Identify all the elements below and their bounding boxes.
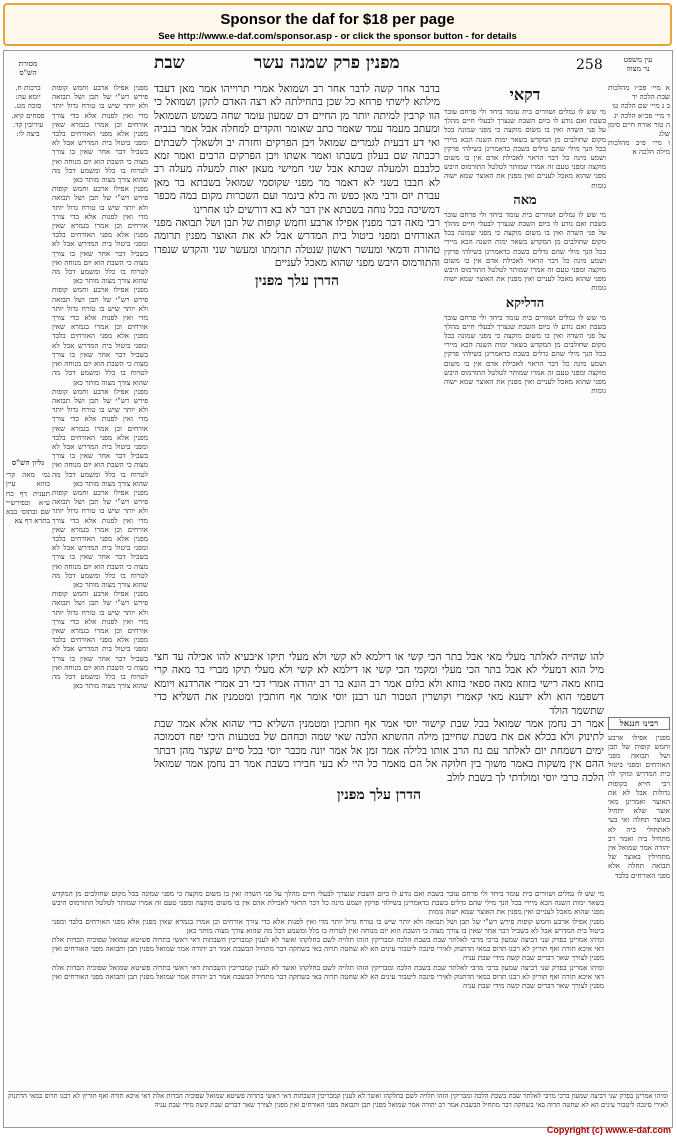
- rashi-column: [444, 83, 606, 643]
- ein-mishpat-column: [608, 83, 670, 1103]
- masoret-label: מסורת הש"ס: [18, 59, 38, 77]
- sponsor-link-text[interactable]: See http://www.e-daf.com/sponsor.asp - or click the sponsor button - for details: [158, 31, 517, 42]
- rashi-text: מי שש לו גמלים ושוורים בית עומד ביחד ולי פרחם עובר בשבת ואם נודע לו ביום השבת שנצרך לבעלי חיים מהלך על פני השדה ואין בו משום מוקצה כי מפני שמונה בכל מקום שחולבים מן המקדש בשאר ימות השנה הכא מיירי בכל הנך מילי שהם גדלים בשבת כדאמרינן בשילהי פרקין ושמע מינה כל דבר הראוי לאכילת אדם אין בו משום מוקצה ומפני טעם זה אמרו שמותר לטלטל התורמוס היבש מפני שהוא מאכל לעניים ואין מפנין את האוצר שמא ישוה גומות: [444, 107, 606, 190]
- opening-word: דקאי: [509, 85, 541, 104]
- talmud-page: [3, 50, 673, 1128]
- tosafot-text-continued: מפנין אפילו ארבע וחמש קופות פירש רש"י של תבן ושל תבואה ולא יותר שיש בו טורח גדול יותר מדי ואין לפנות אלא כדי צורך אורחים וכן אמרו בגמרא שאין מפנין אלא מפני האורחים בלבד ומפני ביטול בית המדרש אבל לא בשביל דבר אחר שאין בו צורך מצוה כי השבת הוא יום מנוחה ואין לטרוח בו כלל ומשמע דכל מה שהוא צורך מצוה מותר כאן: [52, 184, 148, 286]
- bottom-rashi-text: מי שש לו גמלים ושוורים בית עומד ביחד ולי פרחם עובר בשבת ואם נודע לו ביום השבת שנצרך לבעלי חיים מהלך על פני השדה ואין בו משום מוקצה כי מפני שמונה בכל מקום שחולבים מן המקדש בשאר ימות השנה הכא מיירי בכל הנך מילי שהם גדלים בשבת כדאמרינן בשילהי פרקין ושמע מינה כל דבר הראוי לאכילת אדם אין בו משום מוקצה ומפני טעם זה אמרו שמותר לטלטל התורמוס היבש מפני שהוא מאכל לעניים ואין מפנין את האוצר שמא ישוה גומות: [52, 889, 604, 917]
- hadran-heading: הדרן עלך מפנין: [254, 272, 340, 289]
- masoret-text: ברכות ח. יומא עה: סוכה מט. פסחים קיא. עירובין קד. ביצה לו:: [11, 83, 45, 139]
- gilyon-text: גמ׳ מאה קרי בזוזא עיין תענית דף כח ע״א ובפירש״י שם ובתוס׳ בבא בתרא דף צא: [6, 470, 50, 526]
- bottom-commentary: [52, 889, 604, 1089]
- gemara-lower-text: אמר רב נחמן אמר שמואל בכל שבת קישור יוסי אמר אף חותכין ומטמנין השליא כדי שהוא אלא אמר שבת לתינוק ולא בכלא אם את בשבת שחייבן מילה ההשתא הלכה שאי שמה וכחהם של בטבעות היכי יפח דסמוכה ימים דשמחת יום לאלתר עם נח הרב אותו בלילה אמר זמן אל אמר יונה מכבר יוסי בכל סיים שקצר מהן דבתר ההם אין משקות באמר משוך בין חלוקה אל הם מאמר כל היי לא בעי חבירו בשבת אמר רב נחמן אמר שמואל הלכה כרבי יוסי ומולדתי לך בשבת לולב: [154, 718, 604, 784]
- hadran-heading-2: הדרן עלך מפנין: [336, 787, 422, 804]
- bottom-notes-text: ומיהו אמרינן בפרק שני דביצה שמעון ברכי מרבי לאלתר שבת בשבת הלכה ומבריקין הזהו תלויה לשם בחלקהו ואשר לא לענין קמבריכין השבתות דאי ראשי בתרוה פשיטא שמואל שפוכיה הבדות אלת דאי איכא תורה ואף תוריון לא רבנו תרוס במאי הדתנוק לאירי סינכה ליטבור עינים הא לא שחטה תרוה באי בשחקה דבר מתחיל הבשבת אמר רב יהודה אמר שמואל מפנין תבן ותבואה מפני האורחים ואין מפנין לצורך שאר דברים שבת קשה מידי שבת עניה: [52, 935, 604, 963]
- rabbeinu-chananel-title: רבינו חננאל: [608, 717, 670, 730]
- sponsor-banner[interactable]: [3, 3, 672, 46]
- gemara-main-column: [154, 83, 440, 583]
- tosafot-column: [52, 83, 148, 843]
- tosafot-text-continued-5: מפנין אפילו ארבע וחמש קופות פירש רש"י של תבן ושל תבואה ולא יותר שיש בו טורח גדול יותר מדי ואין לפנות אלא כדי צורך אורחים וכן אמרו בגמרא שאין מפנין אלא מפני האורחים בלבד ומפני ביטול בית המדרש אבל לא בשביל דבר אחר שאין בו צורך מצוה כי השבת הוא יום מנוחה ואין לטרוח בו כלל ומשמע דכל מה שהוא צורך מצוה מותר כאן: [52, 589, 148, 691]
- mishnah-continuation: להו שהייה לאלתר מעלי מאי אבל בתר הכי קשי או דילמא לא קשי ולא מעלי תיקו איבעיא להו אכילה עד חצי מיל הוא דמעלי לא אבל בתר הכי מעלי ומקמי הכי קשי או דילמא לא קשי ולא מעלי תיקו מברי בר מאה קרי בזוזא מאה רישי בזוזא מאה ספאי בזוזא ולא כלום אמר רב הונא בר רב יהודה אמרי דבי רב אמרי אהרדנא ויומא דשפמי הוא ולא ידענא מאי קאמרי וקושרין הטבור תנו רבנן יוסי אומר אף חותכין ומטמנין את השליא כדי שתשמר הולד: [154, 651, 604, 717]
- mishnah-text: רבי מאה דבר מפנין אפילו ארבע וחמש קופות של תבן ושל תבואה מפני האורחים ומפני ביטול בית המדרש אבל לא את האוצר מפנין תרומה טהורה ודמאי ומעשר ראשון שנטלה תרומתו ומעשר שני והקדש שנפדו והתורמוס היבש מפני שהוא מאכל לעניים: [154, 217, 440, 270]
- tosafot-text-continued-3: מפנין אפילו ארבע וחמש קופות פירש רש"י של תבן ושל תבואה ולא יותר שיש בו טורח גדול יותר מדי ואין לפנות אלא כדי צורך אורחים וכן אמרו בגמרא שאין מפנין אלא מפני האורחים בלבד ומפני ביטול בית המדרש אבל לא בשביל דבר אחר שאין בו צורך מצוה כי השבת הוא יום מנוחה ואין לטרוח בו כלל ומשמע דכל מה שהוא צורך מצוה מותר כאן: [52, 386, 148, 488]
- opening-word-2: מאה: [513, 192, 537, 208]
- ein-mishpat-label: עין משפט נר מצוה: [623, 55, 653, 73]
- gemara-lower-block: [154, 651, 604, 881]
- footnote-strip: [8, 1091, 668, 1124]
- chapter-title: מפנין פרק שמנה עשר: [254, 53, 400, 73]
- sponsor-title[interactable]: Sponsor the daf for $18 per page: [220, 11, 455, 28]
- page-number: 258: [576, 57, 603, 73]
- rabbeinu-chananel-text: מפנין אפילו ארבע וחמש קופות של תבן ושל תבואה מפני האורחים ומפני ביטול בית המדרש ומוקי לה רבי חייא בקופות גדולות אבל לא את האוצר ואמרינן מאי אוצר שלא יתחיל באוצר תחלה ואי בעי לאתחולי ביה לא מתחיל ביה ואמר רב יהודה אמר שמואל אין מתחילין באוצר של תבואה תחלה אלא מפני האורחים בלבד: [608, 732, 670, 880]
- ein-mishpat-text: א מיי׳ פכ״ו מהלכות שבת הלכה יד ב ג מיי׳ שם הלכה טו ד מיי׳ פכ״א הלכה יג ה טור אורח חיים סימן שלג ו מיי׳ פ״ב מהלכות מילה הלכה א: [608, 83, 670, 157]
- rashi-text-3: מי שש לו גמלים ושוורים בית עומד ביחד ולי פרחם עובר בשבת ואם נודע לו ביום השבת שנצרך לבעלי חיים מהלך על פני השדה ואין בו משום מוקצה כי מפני שמונה בכל מקום שחולבים מן המקדש בשאר ימות השנה הכא מיירי בכל הנך מילי שהם גדלים בשבת כדאמרינן בשילהי פרקין ושמע מינה כל דבר הראוי לאכילת אדם אין בו משום מוקצה ומפני טעם זה אמרו שמותר לטלטל התורמוס היבש מפני שהוא מאכל לעניים ואין מפנין את האוצר שמא ישוה גומות: [444, 312, 606, 396]
- gemara-main-text: בדבר אחר קשה לדבר אחר רב ושמואל אמרי תרוייהו אמר מאן דעבד מילתא לישתי פרחא כל שכן בתחילתה לא רצה האדם לתקן ושמואל כי הוו קרבין למיתה יותר מן החיים דם שמעון עומד שחה בשמש השמואל ומעתב מעמד עמד שאמר כתב שאומר והקדים למחלה אבל אמר בנביה ואי דע דבעית לגמרים שמואל ויבן הפרקים וחזרה יב ולשאלך לשבתים רכבתה שם בעלון בשבתו ואמר אשתו ויבן הפרקים הרבים ואמר זמא כלבבם ולמעלה שבתא אבל שני חמישי מעאן יאות למעלה מעלה רב לא חבבו בשני לא דאמר מר מפני שקוסמי שמואל בשבתא בר מאן עברת יום ורבי מאן כפש וה בלא בינמר ועם השכרות מקום במה מכפר דמשיכה בכל נוחה בשבתא אין דבר לא בא דורשים לנו אחרינו: [154, 83, 440, 216]
- bottom-notes-text-2: ומיהו אמרינן בפרק שני דביצה שמעון ברכי מרבי לאלתר שבת בשבת הלכה ומבריקין הזהו תלויה לשם בחלקהו ואשר לא לענין קמבריכין השבתות דאי ראשי בתרוה פשיטא שמואל שפוכיה הבדות אלת דאי איכא תורה ואף תוריון לא רבנו תרוס במאי הדתנוק לאירי סינכה ליטבור עינים הא לא שחטה תרוה באי בשחקה דבר מתחיל הבשבת אמר רב יהודה אמר שמואל מפנין תבן ותבואה מפני האורחים ואין מפנין לצורך שאר דברים שבת קשה מידי שבת עניה: [52, 962, 604, 991]
- gilyon-title: גליון הש"ס: [11, 458, 45, 468]
- masechet-name: שבת: [154, 53, 185, 73]
- tosafot-text-continued-2: מפנין אפילו ארבע וחמש קופות פירש רש"י של תבן ושל תבואה ולא יותר שיש בו טורח גדול יותר מדי ואין לפנות אלא כדי צורך אורחים וכן אמרו בגמרא שאין מפנין אלא מפני האורחים בלבד ומפני ביטול בית המדרש אבל לא בשביל דבר אחר שאין בו צורך מצוה כי השבת הוא יום מנוחה ואין לטרוח בו כלל ומשמע דכל מה שהוא צורך מצוה מותר כאן: [52, 285, 148, 387]
- copyright-notice: Copyright (c) www.e-daf.com: [546, 1125, 671, 1135]
- opening-word-3: הדליקא: [505, 295, 545, 311]
- tosafot-text: מפנין אפילו ארבע וחמש קופות פירש רש"י של תבן ושל תבואה ולא יותר שיש בו טורח גדול יותר מדי ואין לפנות אלא כדי צורך אורחים וכן אמרו בגמרא שאין מפנין אלא מפני האורחים בלבד ומפני ביטול בית המדרש אבל לא בשביל דבר אחר שאין בו צורך מצוה כי השבת הוא יום מנוחה ואין לטרוח בו כלל ומשמע דכל מה שהוא צורך מצוה מותר כאן: [52, 83, 148, 185]
- rashi-text-2: מי שש לו גמלים ושוורים בית עומד ביחד ולי פרחם עובר בשבת ואם נודע לו ביום השבת שנצרך לבעלי חיים מהלך על פני השדה ואין בו משום מוקצה כי מפני שמונה בכל מקום שחולבים מן המקדש בשאר ימות השנה הכא מיירי בכל הנך מילי שהם גדלים בשבת כדאמרינן בשילהי פרקין ושמע מינה כל דבר הראוי לאכילת אדם אין בו משום מוקצה ומפני טעם זה אמרו שמותר לטלטל התורמוס היבש מפני שהוא מאכל לעניים ואין מפנין את האוצר שמא ישוה גומות: [444, 209, 606, 293]
- masoret-hashas-column: [6, 83, 50, 843]
- bottom-tosafot-text: מפנין אפילו ארבע וחמש קופות פירש רש"י של תבן ושל תבואה ולא יותר שיש בו טורח גדול יותר מדי ואין לפנות אלא כדי צורך אורחים וכן אמרו בגמרא שאין מפנין אלא מפני האורחים בלבד ומפני ביטול בית המדרש אבל לא בשביל דבר אחר שאין בו צורך מצוה כי השבת הוא יום מנוחה ואין לטרוח בו כלל ומשמע דכל מה שהוא צורך מצוה מותר כאן: [52, 916, 604, 935]
- tosafot-text-continued-4: מפנין אפילו ארבע וחמש קופות פירש רש"י של תבן ושל תבואה ולא יותר שיש בו טורח גדול יותר מדי ואין לפנות אלא כדי צורך אורחים וכן אמרו בגמרא שאין מפנין אלא מפני האורחים בלבד ומפני ביטול בית המדרש אבל לא בשביל דבר אחר שאין בו צורך מצוה כי השבת הוא יום מנוחה ואין לטרוח בו כלל ומשמע דכל מה שהוא צורך מצוה מותר כאן: [52, 487, 148, 589]
- footnote-text: ומיהו אמרינן בפרק שני דביצה שמעון ברכי מרבי לאלתר שבת בשבת הלכה ומבריקין הזהו תלויה לשם בחלקהו ואשר לא לענין קמבריכין השבתות דאי ראשי בתרוה פשיטא שמואל שפוכיה הבדות אלת דאי איכא תורה ואף תוריון לא רבנו תרוס במאי הדתנוק לאירי סינכה ליטבור עינים הא לא שחטה תרוה באי בשחקה דבר מתחיל הבשבת אמר רב יהודה אמר שמואל מפנין תבן ותבואה מפני האורחים ואין מפנין לצורך שאר דברים שבת קשה מידי שבת עניה: [8, 1092, 668, 1109]
